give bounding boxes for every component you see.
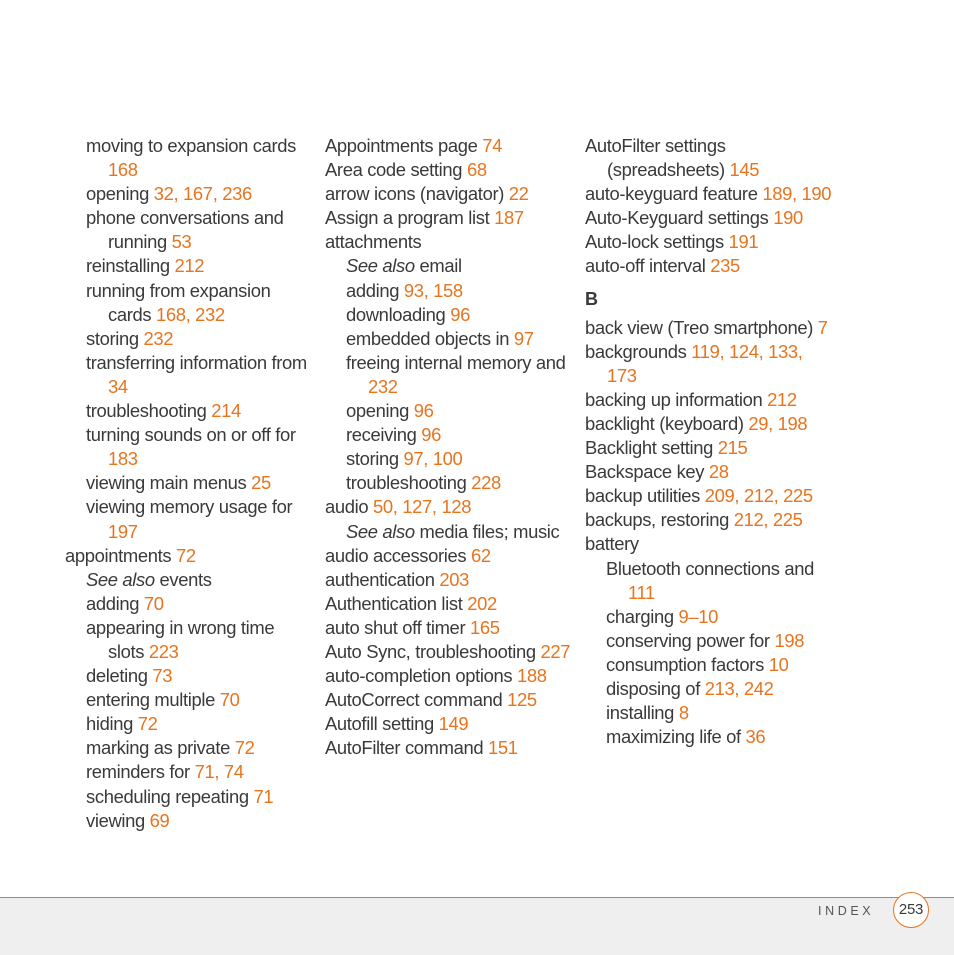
index-subentry <box>585 653 835 677</box>
entry-term: reminders for <box>86 761 190 783</box>
page-reference-link[interactable]: 189, 190 <box>762 183 832 205</box>
index-entry <box>325 206 575 230</box>
entry-term: receiving <box>346 424 417 446</box>
page-reference-link[interactable]: 202 <box>467 592 497 614</box>
section-letter: B <box>585 288 598 309</box>
index-subentry <box>65 568 310 592</box>
page-reference-link[interactable]: 197 <box>108 520 138 542</box>
entry-term: backup utilities <box>585 485 701 507</box>
entry-term: conserving power for <box>606 629 770 651</box>
entry-term: media files; music <box>419 520 560 542</box>
index-entry <box>585 532 835 556</box>
index-entry <box>325 688 575 712</box>
index-subentry <box>325 327 575 351</box>
index-subentry <box>65 688 310 712</box>
page-reference-link[interactable]: 203 <box>439 568 470 590</box>
index-entry <box>325 568 575 592</box>
page-reference-link[interactable]: 72 <box>137 713 158 735</box>
entry-term: scheduling repeating <box>86 785 249 807</box>
entry-term: moving to expansion cards <box>86 135 297 156</box>
page-reference-link[interactable]: 96 <box>421 424 441 446</box>
index-entry <box>65 544 310 568</box>
entry-term: viewing <box>86 809 145 831</box>
entry-term: auto-off interval <box>585 255 706 277</box>
index-subentry <box>65 134 310 182</box>
index-subentry <box>325 423 575 447</box>
entry-term: authentication <box>325 568 435 590</box>
page-reference-link[interactable]: 50, 127, 128 <box>373 496 472 518</box>
entry-term: appointments <box>65 544 172 566</box>
entry-term: charging <box>606 605 674 627</box>
index-entry <box>325 134 575 158</box>
page-reference-link[interactable]: 96 <box>413 400 434 422</box>
index-entry <box>585 388 835 412</box>
page-reference-link[interactable]: 215 <box>717 437 748 459</box>
page-reference-link[interactable]: 149 <box>438 713 469 735</box>
index-column-1 <box>65 134 310 833</box>
entry-term: backgrounds <box>585 340 687 362</box>
index-subentry <box>65 471 310 495</box>
index-subentry <box>65 712 310 736</box>
index-subentry <box>65 760 310 784</box>
entry-term: opening <box>346 400 410 422</box>
index-subentry <box>325 254 575 278</box>
index-subentry <box>585 605 835 629</box>
page-reference-link[interactable]: 232 <box>143 327 174 349</box>
index-entry <box>325 230 575 254</box>
page-reference-link[interactable]: 9–10 <box>678 605 719 627</box>
page-reference-link[interactable]: 227 <box>540 640 571 662</box>
entry-term: Authentication list <box>325 592 463 614</box>
entry-term: running from expansion cards <box>86 279 271 325</box>
page-reference-link[interactable]: 73 <box>152 665 173 687</box>
page-reference-link[interactable]: 36 <box>745 726 766 748</box>
page-reference-link[interactable]: 228 <box>471 472 501 494</box>
page-reference-link[interactable]: 235 <box>710 255 740 277</box>
index-subentry <box>325 399 575 423</box>
index-entry <box>325 712 575 736</box>
page-reference-link[interactable]: 214 <box>211 400 241 422</box>
page-reference-link[interactable]: 72 <box>175 544 196 566</box>
page-reference-link[interactable]: 71 <box>253 785 274 807</box>
page-reference-link[interactable]: 212 <box>174 255 205 277</box>
entry-term: audio <box>325 496 369 518</box>
entry-term: transferring information from <box>86 351 307 373</box>
entry-term: troubleshooting <box>86 400 207 422</box>
page-reference-link[interactable]: 223 <box>148 640 179 662</box>
index-subentry <box>65 809 310 833</box>
page-reference-link[interactable]: 168 <box>108 159 138 181</box>
entry-term: downloading <box>346 303 446 325</box>
entry-term: viewing main menus <box>86 472 247 494</box>
entry-term: marking as private <box>86 737 230 759</box>
entry-term: auto-completion options <box>325 665 513 687</box>
index-subentry <box>65 736 310 760</box>
index-subentry <box>65 592 310 616</box>
page-reference-link[interactable]: 212, 225 <box>733 509 803 531</box>
entry-term: backing up information <box>585 388 763 410</box>
entry-term: back view (Treo smartphone) <box>585 316 814 338</box>
entry-term: Appointments page <box>325 135 478 156</box>
page-reference-link[interactable]: 28 <box>708 461 729 483</box>
index-subentry <box>65 279 310 327</box>
page-reference-link[interactable]: 32, 167, 236 <box>153 183 252 205</box>
page-reference-link[interactable]: 71, 74 <box>194 761 244 783</box>
index-subentry <box>65 351 310 399</box>
index-entry <box>585 254 835 278</box>
entry-term: Bluetooth connections and <box>606 557 815 579</box>
page-reference-link[interactable]: 183 <box>108 448 138 470</box>
index-subentry <box>65 664 310 688</box>
index-subentry <box>585 701 835 725</box>
entry-term: Assign a program list <box>325 207 490 229</box>
see-also-label: See also <box>346 520 415 542</box>
index-subentry <box>325 303 575 327</box>
entry-term: audio accessories <box>325 544 467 566</box>
page-reference-link[interactable]: 111 <box>628 581 655 603</box>
page-reference-link[interactable]: 53 <box>171 231 192 253</box>
page-reference-link[interactable]: 191 <box>728 231 759 253</box>
entry-term: AutoCorrect command <box>325 689 503 711</box>
page-reference-link[interactable]: 8 <box>678 702 689 724</box>
entry-term: Auto-lock settings <box>585 231 724 253</box>
page-reference-link[interactable]: 22 <box>508 183 529 205</box>
entry-term: Backlight setting <box>585 437 713 459</box>
page-reference-link[interactable]: 232 <box>368 375 398 397</box>
index-subentry <box>65 495 310 543</box>
index-entry <box>325 592 575 616</box>
entry-term: auto shut off timer <box>325 616 466 638</box>
entry-term: attachments <box>325 231 422 253</box>
page-reference-link[interactable]: 72 <box>234 737 255 759</box>
index-subentry <box>585 557 835 605</box>
entry-term: Autofill setting <box>325 713 434 735</box>
page-reference-link[interactable]: 93, 158 <box>403 279 463 301</box>
page-reference-link[interactable]: 190 <box>773 207 803 229</box>
index-entry <box>325 182 575 206</box>
page-reference-link[interactable]: 213, 242 <box>704 677 774 699</box>
index-entry <box>325 640 575 664</box>
index-entry <box>325 736 575 760</box>
index-subentry <box>585 725 835 749</box>
entry-term: maximizing life of <box>606 726 741 748</box>
entry-term: troubleshooting <box>346 472 467 494</box>
entry-term: email <box>419 255 462 277</box>
entry-term: appearing in wrong time slots <box>86 616 275 662</box>
page-reference-link[interactable]: 97, 100 <box>403 448 463 470</box>
index-subentry <box>325 279 575 303</box>
page-reference-link[interactable]: 151 <box>488 737 518 759</box>
page-reference-link[interactable]: 10 <box>768 653 789 675</box>
see-also-label: See also <box>86 568 155 590</box>
index-entry <box>325 495 575 519</box>
index-subentry <box>65 399 310 423</box>
page-reference-link[interactable]: 125 <box>507 689 537 711</box>
index-entry <box>325 664 575 688</box>
page-reference-link[interactable]: 74 <box>482 135 503 156</box>
page-number-badge: 253 <box>893 892 929 928</box>
index-subentry <box>585 629 835 653</box>
entry-term: auto-keyguard feature <box>585 183 758 205</box>
index-subentry <box>325 351 575 399</box>
index-subentry <box>325 447 575 471</box>
page-reference-link[interactable]: 198 <box>774 629 805 651</box>
index-column-2 <box>325 134 575 760</box>
index-entry <box>585 436 835 460</box>
index-subentry <box>65 423 310 471</box>
entry-term: embedded objects in <box>346 327 510 349</box>
entry-term: storing <box>86 327 139 349</box>
index-subentry <box>65 327 310 351</box>
entry-term: viewing memory usage for <box>86 496 293 518</box>
entry-term: deleting <box>86 665 148 687</box>
page-reference-link[interactable]: 209, 212, 225 <box>704 485 813 507</box>
entry-term: adding <box>346 279 400 301</box>
entry-term: freeing internal memory and <box>346 351 566 373</box>
page-reference-link[interactable]: 168, 232 <box>156 303 225 325</box>
index-entry <box>585 340 835 388</box>
page-reference-link[interactable]: 69 <box>149 809 170 831</box>
entry-term: adding <box>86 592 140 614</box>
entry-term: Auto Sync, troubleshooting <box>325 640 536 662</box>
index-subentry <box>325 520 575 544</box>
entry-term: entering multiple <box>86 689 215 711</box>
page-reference-link[interactable]: 62 <box>471 544 491 566</box>
index-entry <box>325 544 575 568</box>
entry-term: opening <box>86 183 150 205</box>
page-reference-link[interactable]: 70 <box>143 592 164 614</box>
entry-term: consumption factors <box>606 653 764 675</box>
page-reference-link[interactable]: 29, 198 <box>748 412 808 434</box>
page-reference-link[interactable]: 145 <box>729 159 760 181</box>
page-reference-link[interactable]: 165 <box>469 616 500 638</box>
index-entry <box>325 616 575 640</box>
index-entry <box>585 206 835 230</box>
page-reference-link[interactable]: 70 <box>219 689 240 711</box>
index-column-3 <box>585 134 835 749</box>
page-reference-link[interactable]: 68 <box>466 159 487 181</box>
page-reference-link[interactable]: 34 <box>108 375 128 397</box>
entry-term: Backspace key <box>585 461 705 483</box>
index-subentry <box>65 254 310 278</box>
index-entry <box>585 412 835 436</box>
page-reference-link[interactable]: 25 <box>251 472 271 494</box>
entry-term: battery <box>585 533 639 555</box>
footer-section-label: INDEX <box>818 904 875 918</box>
index-subentry <box>325 471 575 495</box>
entry-term: backups, restoring <box>585 509 729 531</box>
entry-term: Auto-Keyguard settings <box>585 207 769 229</box>
entry-term: events <box>159 568 212 590</box>
index-subentry <box>65 785 310 809</box>
entry-term: hiding <box>86 713 133 735</box>
footer-band <box>0 897 954 955</box>
entry-term: reinstalling <box>86 255 170 277</box>
entry-term: backlight (keyboard) <box>585 412 744 434</box>
index-entry <box>585 134 835 182</box>
entry-term: phone conversations and running <box>86 207 284 253</box>
index-entry <box>585 484 835 508</box>
entry-term: AutoFilter command <box>325 737 484 759</box>
page-reference-link[interactable]: 7 <box>817 316 828 338</box>
entry-term: turning sounds on or off for <box>86 424 296 446</box>
index-entry <box>585 182 835 206</box>
index-entry <box>585 508 835 532</box>
entry-term: installing <box>606 702 675 724</box>
entry-term: storing <box>346 448 399 470</box>
page-reference-link[interactable]: 96 <box>450 303 470 325</box>
entry-term: arrow icons (navigator) <box>325 183 504 205</box>
index-subentry <box>65 206 310 254</box>
page-reference-link[interactable]: 188 <box>516 665 547 687</box>
index-entry <box>325 158 575 182</box>
index-entry <box>585 316 835 340</box>
index-subentry <box>65 182 310 206</box>
index-subentry <box>65 616 310 664</box>
page-reference-link[interactable]: 212 <box>767 388 797 410</box>
page-reference-link[interactable]: 119, 124, 133, 173 <box>607 340 803 386</box>
index-entry <box>585 460 835 484</box>
index-subentry <box>585 677 835 701</box>
entry-term: Area code setting <box>325 159 463 181</box>
index-entry <box>585 230 835 254</box>
entry-term: AutoFilter settings (spreadsheets) <box>585 135 726 181</box>
entry-term: disposing of <box>606 677 700 699</box>
page-reference-link[interactable]: 187 <box>494 207 524 229</box>
see-also-label: See also <box>346 255 415 277</box>
page-reference-link[interactable]: 97 <box>513 327 534 349</box>
